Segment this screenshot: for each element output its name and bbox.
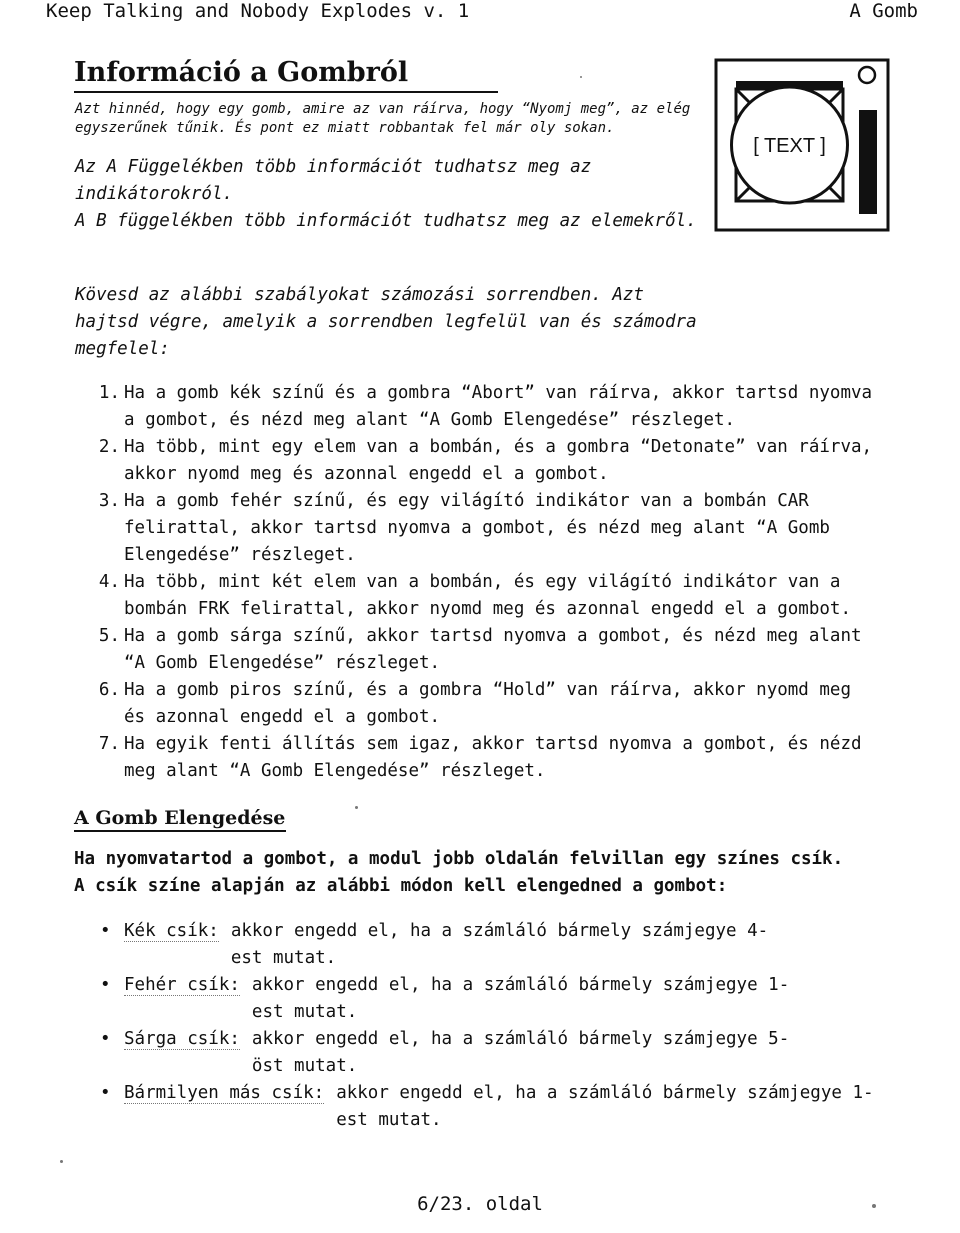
rule-number: 7. [98,734,120,754]
strip-instruction: akkor engedd el, ha a számláló bármely számjegye 4-est mutat. [230,921,769,968]
rule-text: Ha a gomb fehér színű, és egy világító indikátor van a bombán CAR felirattal, akkor tartsd nyomva a gombot, és nézd meg alant “A Gomb Elengedése” részleget. [124,491,830,565]
print-speck [355,806,358,809]
appendix-a-note: Az A Függelékben több információt tudhatsz meg az indikátorokról. [75,157,592,204]
rule-number: 3. [98,491,120,511]
page-number: 6/23. oldal [417,1193,543,1215]
strip-instruction: akkor engedd el, ha a számláló bármely számjegye 1-est mutat. [336,1083,874,1130]
appendix-notes [75,154,715,235]
rule-item [0,434,960,488]
rule-text: Ha a gomb kék színű és a gombra “Abort” van ráírva, akkor tartsd nyomva a gombot, és nézd meg alant “A Gomb Elengedése” részleget. [124,383,873,430]
rule-item [0,623,960,677]
appendix-b-note: A B függelékben több információt tudhatsz meg az elemekről. [75,211,697,231]
rule-number: 4. [98,572,120,592]
bullet-icon: • [100,975,111,995]
rule-text: Ha a gomb piros színű, és a gombra “Hold” van ráírva, akkor nyomd meg és azonnal engedd el a gombot. [124,680,851,727]
rule-item [0,731,960,785]
rule-text: Ha több, mint két elem van a bombán, és egy világító indikátor van a bombán FRK felirattal, akkor nyomd meg és azonnal engedd el a gombot. [124,572,851,619]
bullet-icon: • [100,1029,111,1049]
strip-label: Sárga csík: [124,1026,240,1050]
list-item [0,918,960,972]
strip-label: Kék csík: [124,918,219,942]
print-speck [580,76,582,78]
list-item [0,1080,960,1134]
button-label-text: [ TEXT ] [753,135,826,157]
rule-text: Ha a gomb sárga színű, akkor tartsd nyomva a gombot, és nézd meg alant “A Gomb Elengedése” részleget. [124,626,862,673]
print-speck [872,1204,876,1208]
list-item [0,1026,960,1080]
module-name: A Gomb [849,0,918,22]
bullet-icon: • [100,921,111,941]
rules-intro: Kövesd az alábbi szabályokat számozási sorrendben. Azt hajtsd végre, amelyik a sorrendben legfelül van és számodra megfelel: [75,285,697,359]
manual-title: Keep Talking and Nobody Explodes v. 1 [46,0,470,22]
rule-text: Ha több, mint egy elem van a bombán, és a gombra “Detonate” van ráírva, akkor nyomd meg és azonnal engedd el a gombot. [124,437,873,484]
intro-text: Azt hinnéd, hogy egy gomb, amire az van ráírva, hogy “Nyomj meg”, az elég egyszerűnek tűnik. És pont ez miatt robbantak fel már oly sokan. [75,101,691,136]
rule-number: 5. [98,626,120,646]
rule-number: 2. [98,437,120,457]
strip-instruction: akkor engedd el, ha a számláló bármely számjegye 5-öst mutat. [251,1029,790,1076]
release-section-title: A Gomb Elengedése [74,806,286,832]
page-title: Információ a Gombról [74,56,498,93]
rule-text: Ha egyik fenti állítás sem igaz, akkor tartsd nyomva a gombot, és nézd meg alant “A Gomb Elengedése” részleget. [124,734,862,781]
button-module-illustration [714,58,890,232]
list-item [0,972,960,1026]
release-intro: Ha nyomvatartod a gombot, a modul jobb oldalán felvillan egy színes csík. A csík színe alapján az alábbi módon kell elengedned a gombot: [74,849,844,896]
release-strip-list [0,918,960,1134]
rule-item [0,569,960,623]
strip-label: Fehér csík: [124,972,240,996]
bullet-icon: • [100,1083,111,1103]
rule-item [0,488,960,569]
rule-item [0,380,960,434]
rule-item [0,677,960,731]
print-speck [60,1160,63,1163]
rule-number: 1. [98,383,120,403]
rule-number: 6. [98,680,120,700]
rules-list [0,380,960,785]
strip-label: Bármilyen más csík: [124,1080,324,1104]
strip-instruction: akkor engedd el, ha a számláló bármely számjegye 1-est mutat. [251,975,790,1022]
